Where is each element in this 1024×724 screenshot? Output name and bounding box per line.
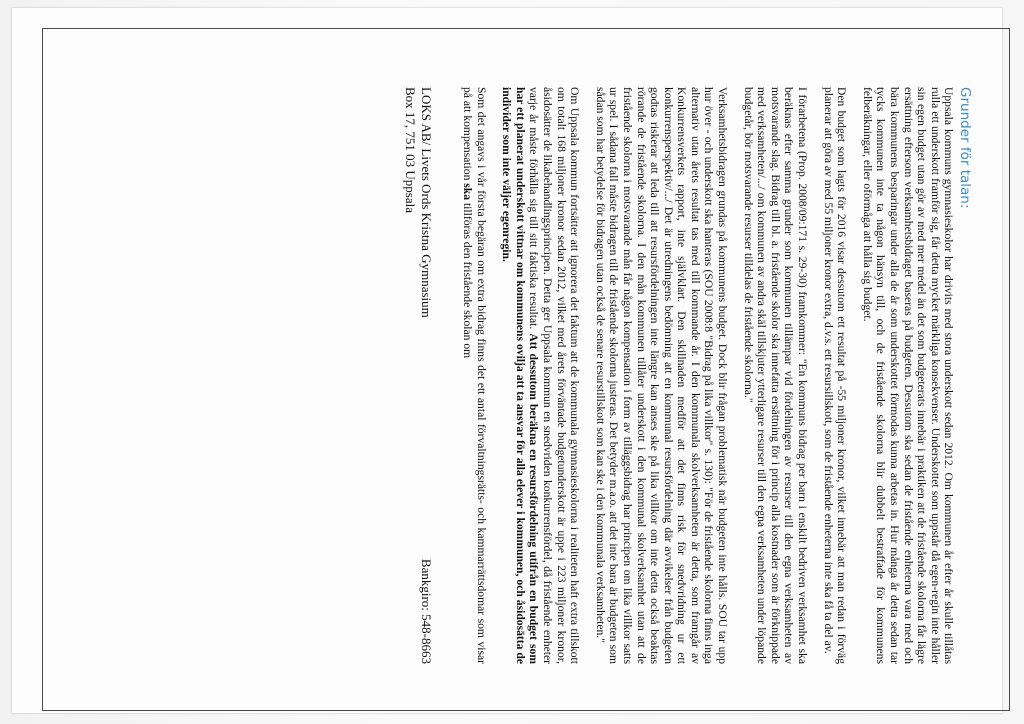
paragraph-1: Uppsala kommuns gymnasieskolor har drivits med stora underskott sedan 2012. Om kommunen år efter år skulle tillåtas rulla ett underskott framför sig, får detta mycket märkliga konsekvenser. Underskottet som uppstår då egen-regin inte håller sin egen budget utan gör av med mer medel än det som budgeterats innebär i praktiken att de fristående skolorna får lägre ersättning eftersom verksamhetsbidraget baseras på budgeten. Dessutom ska sedan de fristående enheterna vara med och bära kommunens besparingar under alla de år som underskottet förmodas kunna arbetas in. Hur många år detta sedan tar tycks kommunen inte ta någon hänsyn till, och de fristående skolorna blir dubbelt bestraffade för kommunens felberäkningar, eller oförmåga att hålla sig budget. <box>860 87 956 664</box>
rotated-document-body <box>41 29 1009 712</box>
footer-row-1 <box>418 87 434 664</box>
paragraph-6-start: Som det angavs i vår första begäran om extra bidrag finns det ett antal förvaltningsrätts- och kammarrättsdomar som visar på att kompensation <box>461 87 488 664</box>
paragraph-5-intro: Om Uppsala kommun fortsätter att ignorera det faktum att de kommunala gymnasieskolorna i realiteten haft extra tillskott om totalt 168 miljoner kronor sedan 2012, vilket med årets förväntade budgetunderskott är uppe i 223 miljoner kronor, åsidosätter de likabehandlingsprincipen. Detta ger Uppsala kommun en snedvriden konkurrensfördel, då fristående enheter varje år måste förhålla sig till sitt faktiska resultat. <box>527 87 582 664</box>
paragraph-5 <box>500 87 582 664</box>
paragraph-6-end: tillföras den fristående skolan om <box>461 202 474 359</box>
document-frame <box>42 28 1010 711</box>
footer-address: Box 17, 751 03 Uppsala <box>403 87 419 214</box>
paper-sheet <box>12 8 1002 713</box>
paragraph-4: Verksamhetsbidragen grundas på kommunens budget. Dock blir frågan problematisk när budgeten inte hålls. SOU tar upp hur över - och underskott ska hanteras (SOU 2008:8 "Bidrag på lika villkor" s. 130): "För de fristående skolorna finns inga alternativ utan årets resultat tas med till kommande år. I den kommunala skolverksamheten är detta, som framgår av Konkurrensverkets rapport, inte självklart. Den skillnaden medför att det finns risk för snedvridning ur ett konkurrensperspektiv/.../ Det är utredningens bedömning att en kommunal resursfördelning där avvikelser från budgeten godtas riskerar att leda till att resursfördelningen inte längre kan anses ske på lika villkor om inte detta också beaktas rörande de fristående skolorna. I den mån kommunen tillåter underskott i den kommunal skolverksamhet utan att de fristående skolorna i motsvarande mån får någon kompensation i form av tilläggsbidrag har principen om lika villkor satts ur spel. I sådana fall måste bidragen till de fristående skolorna justeras. Det betyder m.a.o. att det inte bara är budgeten som sådan som har betydelse för bidragen utan också de senare resurstillskott som kan ske i den kommunala verksamheten." <box>593 87 730 664</box>
paragraph-6 <box>460 87 487 664</box>
section-heading: Grunder för talan: <box>957 87 973 209</box>
footer-bankgiro: Bankgiro: 548-8663 <box>419 558 435 664</box>
paragraph-2: Den budget som lagts för 2016 visar dessutom ett resultat på -55 miljoner kronor, vilket innebär att man redan i förväg planerar att göra av med 55 miljoner kronor extra, d.v.s. ett resursillskott, som de fristående enheterna inte ska få ta del av. <box>821 87 849 664</box>
footer <box>402 87 434 664</box>
paragraph-5-bold: Att dessutom beräkna en resursfördelning utifrån en budget som har ett planerat underskott vittnar om kommunens ovilja att ta ansvar för alla elever i kommunen, och åsidosätta de individer som inte väljer egenregin. <box>500 87 541 664</box>
footer-org: LOKS AB/ Livets Ords Kristna Gymnasium <box>419 87 435 318</box>
paragraph-6-bold: ska <box>461 183 474 201</box>
paragraph-3: I förarbetena (Prop. 2008/09:171 s. 29-30) framkommer: "En kommuns bidrag per barn i enskilt bedriven verksamhet ska beräknas efter samma grunder som kommunen tillämpar vid fördelningen av resurser till den egna verksamheten av motsvarande slag. Bidrag till bl. a. fristående skolor ska innefatta ersättning för i princip alla kostnader som är förknippade med verksamheten/.../ om kommunen av andra skäl tillskjuter ytterligare resurser till den egna verksamheten under löpande budgetår, bör motsvarande resurser tilldelas de fristående skolorna." <box>741 87 810 664</box>
